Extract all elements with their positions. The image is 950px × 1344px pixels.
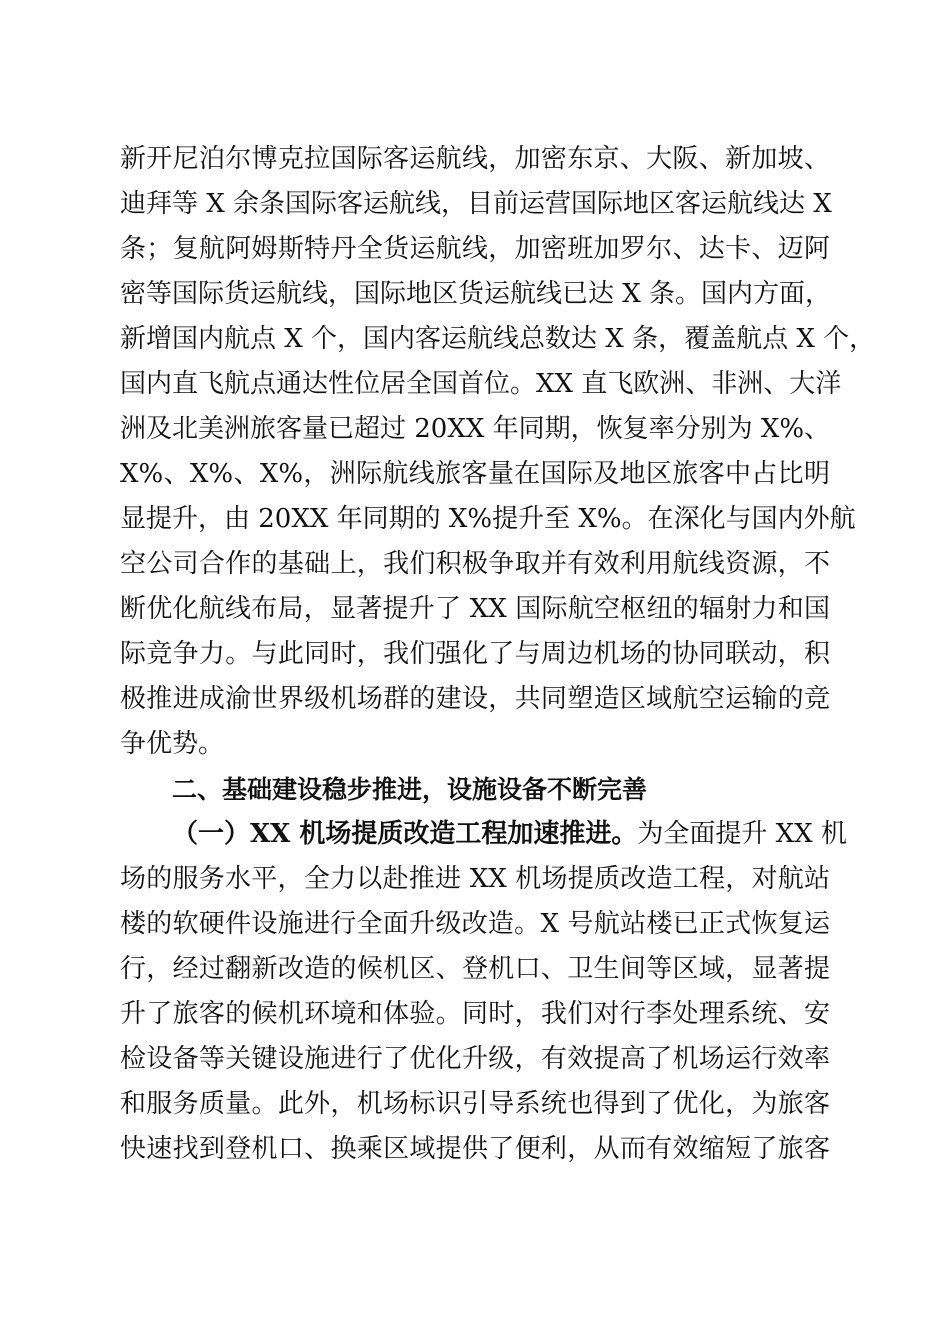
text-line: 争优势。 [120, 729, 225, 759]
text-line: 场的服务水平，全力以赴推进 XX 机场提质改造工程，对航站 [120, 864, 830, 894]
text-line: 极推进成渝世界级机场群的建设，共同塑造区域航空运输的竞 [120, 684, 830, 714]
subsection-title: （一）XX 机场提质改造工程加速推进。 [172, 819, 638, 849]
text-line: 检设备等关键设施进行了优化升级，有效提高了机场运行效率 [120, 1044, 830, 1074]
text-line: 条；复航阿姆斯特丹全货运航线，加密班加罗尔、达卡、迈阿 [120, 234, 830, 264]
paragraph-airport-upgrade [120, 812, 847, 1172]
text-line: 洲及北美洲旅客量已超过 20XX 年同期，恢复率分别为 X%、 [120, 414, 831, 444]
text-line: 快速找到登机口、换乘区域提供了便利，从而有效缩短了旅客 [120, 1134, 830, 1164]
text-line: 和服务质量。此外，机场标识引导系统也得到了优化，为旅客 [120, 1089, 830, 1119]
text-line: 升了旅客的候机环境和体验。同时，我们对行李处理系统、安 [120, 999, 830, 1029]
text-line: 国内直飞航点通达性位居全国首位。XX 直飞欧洲、非洲、大洋 [120, 369, 842, 399]
document-body [120, 137, 876, 1172]
section-heading: 二、基础建设稳步推进，设施设备不断完善 [172, 775, 648, 804]
text-line: 迪拜等 X 余条国际客运航线，目前运营国际地区客运航线达 X [120, 189, 832, 219]
text-line: 楼的软硬件设施进行全面升级改造。X 号航站楼已正式恢复运 [120, 909, 830, 939]
text-line: X%、X%、X%，洲际航线旅客量在国际及地区旅客中占比明 [120, 459, 830, 489]
subsection-first-line: 为全面提升 XX 机 [637, 819, 847, 849]
text-line: 新开尼泊尔博克拉国际客运航线，加密东京、大阪、新加坡、 [120, 144, 830, 174]
text-line: 密等国际货运航线，国际地区货运航线已达 X 条。国内方面， [120, 279, 832, 309]
text-line: 断优化航线布局，显著提升了 XX 国际航空枢纽的辐射力和国 [120, 594, 830, 624]
text-line: 行，经过翻新改造的候机区、登机口、卫生间等区域，显著提 [120, 954, 830, 984]
text-line: 际竞争力。与此同时，我们强化了与周边机场的协同联动，积 [120, 639, 830, 669]
text-line: 显提升，由 20XX 年同期的 X%提升至 X%。在深化与国内外航 [120, 504, 856, 534]
text-line: 空公司合作的基础上，我们积极争取并有效利用航线资源，不 [120, 549, 830, 579]
text-line [120, 812, 847, 857]
text-line: 新增国内航点 X 个，国内客运航线总数达 X 条，覆盖航点 X 个， [120, 324, 876, 354]
paragraph-routes [120, 137, 876, 767]
